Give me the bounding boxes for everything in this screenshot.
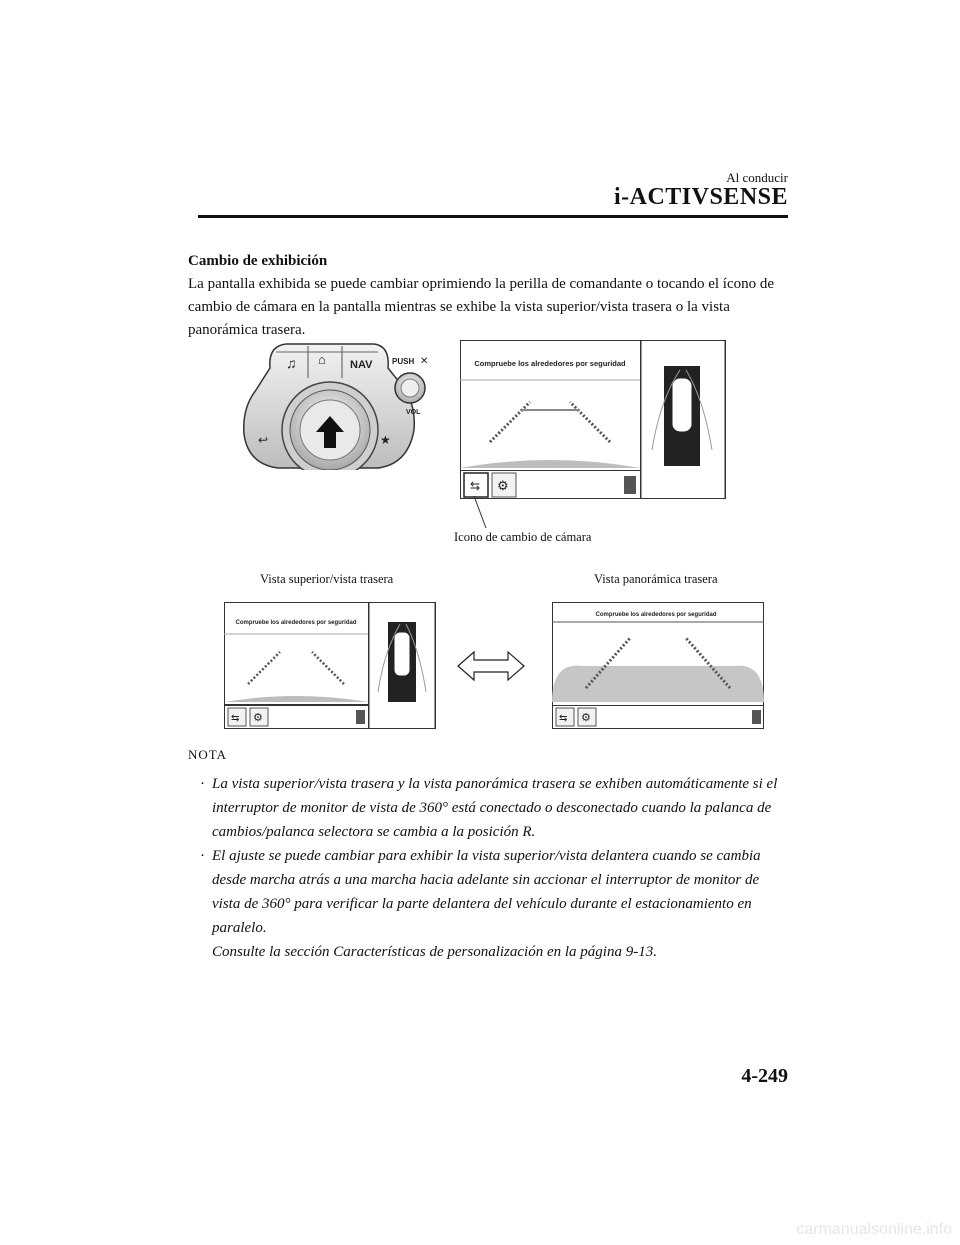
- view-label-panoramic-rear: Vista panorámica trasera: [594, 572, 718, 586]
- nota-list: [200, 772, 790, 964]
- double-arrow-icon: [456, 650, 526, 682]
- nota-title: NOTA: [188, 747, 228, 762]
- section-heading: Cambio de exhibición: [188, 253, 328, 269]
- vol-label: VOL: [406, 409, 421, 416]
- view-label-top-rear: Vista superior/vista trasera: [260, 572, 394, 586]
- push-label: PUSH: [392, 357, 415, 366]
- screen-warning-text: Compruebe los alrededores por seguridad: [235, 620, 357, 626]
- car-status-icon: [624, 476, 636, 494]
- car-status-icon: [752, 710, 761, 724]
- page-number: 4-249: [741, 1065, 788, 1087]
- car-top-view-icon: [394, 632, 410, 676]
- bullet-icon: ·: [200, 776, 205, 792]
- svg-text:⇆: ⇆: [231, 713, 240, 724]
- home-icon: ⌂: [318, 352, 326, 367]
- watermark: carmanualsonline.info: [796, 1221, 952, 1238]
- svg-text:⇆: ⇆: [559, 713, 568, 724]
- commander-knob-illustration: [238, 338, 438, 470]
- nav-button-label: NAV: [350, 359, 373, 371]
- screen-panoramic-rear-view: [552, 602, 764, 729]
- favorite-icon: ★: [380, 433, 391, 447]
- nota-reference: Consulte la sección Características de personalización en la página 9-13.: [212, 944, 657, 960]
- chapter-title: i-ACTIVSENSE: [613, 184, 788, 210]
- car-status-icon: [356, 710, 365, 724]
- bullet-icon: ·: [200, 848, 205, 864]
- svg-text:⚙: ⚙: [497, 478, 509, 493]
- header-rule: [198, 215, 788, 218]
- callout-line: [470, 496, 490, 530]
- nota-item: [200, 772, 790, 844]
- svg-text:⚙: ⚙: [253, 712, 263, 724]
- svg-text:⇆: ⇆: [470, 479, 481, 493]
- camera-screen-top: [460, 340, 726, 500]
- nota-item: [200, 844, 790, 964]
- back-icon: ↩: [258, 433, 269, 447]
- body-paragraph: La pantalla exhibida se puede cambiar oprimiendo la perilla de comandante o tocando el ícono de cambio de cámara en la pantalla mientras se exhibe la vista superior/vista trasera o la vista panorámica trasera.: [188, 276, 775, 338]
- nota-item-text: El ajuste se puede cambiar para exhibir la vista superior/vista delantera cuando se cambia desde marcha atrás a una marcha hacia adelante sin accionar el interruptor de monitor de vista de 360° para verificar la parte delantera del vehículo durante el estacionamiento en paralelo.: [212, 848, 761, 936]
- svg-text:⚙: ⚙: [581, 712, 591, 724]
- screen-warning-text: Compruebe los alrededores por seguridad: [595, 612, 717, 618]
- mute-icon: ✕: [420, 356, 429, 367]
- screen-top-rear-view: [224, 602, 436, 729]
- car-top-view-icon: [672, 378, 692, 432]
- screen-warning-text: Compruebe los alrededores por seguridad: [474, 359, 626, 368]
- nota-item-text: La vista superior/vista trasera y la vista panorámica trasera se exhiben automáticamente si el interruptor de monitor de vista de 360° está conectado o desconectado cuando la palanca de cambios/palanca selectora se cambia a la posición R.: [212, 776, 778, 840]
- music-icon: ♫: [286, 355, 297, 371]
- running-header-section: Al conducir: [726, 170, 788, 185]
- callout-camera-switch-label: Icono de cambio de cámara: [454, 530, 592, 544]
